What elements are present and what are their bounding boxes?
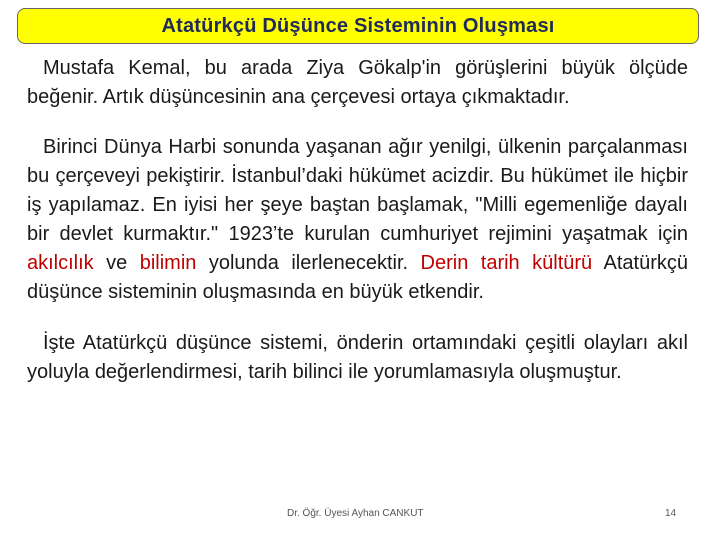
paragraph-2-text-3: yolunda ilerlenecektir.: [196, 252, 421, 274]
paragraph-2-text-4: Atatürkçü düşünce sisteminin oluşmasında en büyük etkendir.: [27, 252, 688, 303]
slide-title: Atatürkçü Düşünce Sisteminin Oluşması: [161, 14, 555, 37]
paragraph-1: Mustafa Kemal, bu arada Ziya Gökalp'in görüşlerini büyük ölçüde beğenir. Artık düşüncesinin ana çerçevesi ortaya çıkmaktadır.: [27, 57, 688, 108]
footer-author: Dr. Öğr. Üyesi Ayhan CANKUT: [287, 508, 424, 519]
title-banner: [17, 8, 699, 44]
highlight-derin-tarih-kulturu: Derin tarih kültürü: [420, 252, 593, 274]
page-number: 14: [665, 508, 677, 519]
paragraph-2: [27, 133, 688, 307]
highlight-akilcilik: akılcılık: [27, 252, 94, 274]
paragraph-3: İşte Atatürkçü düşünce sistemi, önderin ortamındaki çeşitli olayları akıl yoluyla değerlendirmesi, tarih bilinci ile yorumlamasıyla oluşmuştur.: [27, 332, 688, 383]
slide-body: [27, 54, 688, 387]
highlight-bilimin: bilimin: [139, 252, 197, 274]
paragraph-2-text-2: ve: [93, 252, 140, 274]
paragraph-2-text-1: Birinci Dünya Harbi sonunda yaşanan ağır yenilgi, ülkenin parçalanması bu çerçeveyi pekiştirir. İstanbul’daki hükümet acizdir. Bu hükümet ile hiçbir iş yapılamaz. En iyisi her şeye baştan başlamak, "Milli egemenliğe dayalı bir devlet kurmaktır." 1923’te kurulan cumhuriyet rejimini yaşatmak için: [27, 136, 688, 245]
